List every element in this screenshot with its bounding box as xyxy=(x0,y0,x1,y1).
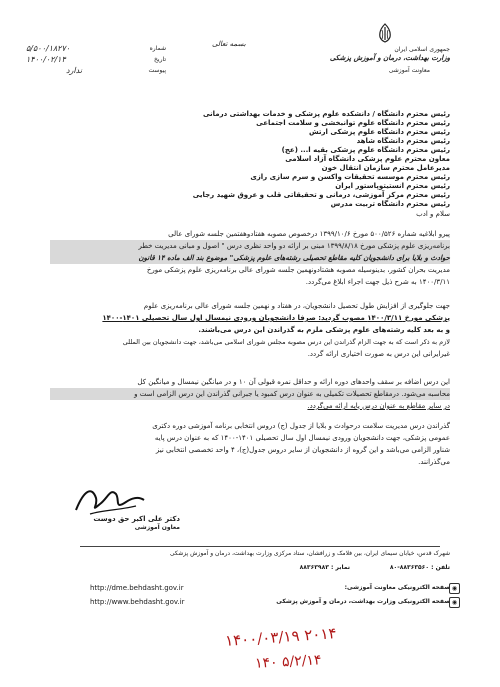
recipient: رئیس محترم مرکز آموزشی، درمانی و تحقیقاتی قلب و عروق شهید رجایی xyxy=(192,191,450,199)
paragraph-line: این درس اضافه بر سقف واحدهای دوره ارائه و حداقل نمره قبولی آن ۱۰ و در میانگین نیمسال و میانگین کل xyxy=(137,378,450,386)
paragraph-line: مدیریت بحران کشور، بدینوسیله مصوبه هشتادونهمین جلسه شورای عالی برنامه‌ریزی علوم پزشکی مورخ xyxy=(146,266,450,274)
recipient: رئیس محترم دانشگاه شاهد xyxy=(356,137,450,145)
reference-block xyxy=(26,44,166,75)
footer-address: شهرک قدس، خیابان سیمای ایران، بین فلامک و زرافشان، ستاد مرکزی وزارت بهداشت، درمان و آموزش پزشکی xyxy=(169,550,450,557)
recipient: رئیس محترم دانشگاه علوم پزشکی ارتش xyxy=(308,128,450,136)
org-line-ministry: وزارت بهداشت، درمان و آموزش پزشکی xyxy=(329,54,450,62)
signature-block xyxy=(60,515,180,532)
paragraph-line: لازم به ذکر است که به جهت الزام گذراندن این درس مصوبه مجلس شورای اسلامی می‌باشد، جهت دانشجویان بین المللی xyxy=(122,338,450,346)
paragraph-line: در سایر مقاطع به عنوان درس پایه ارائه می‌گردد. xyxy=(307,402,450,410)
footer-rule xyxy=(80,546,440,547)
recipient: مدیرعامل محترم سازمان انتقال خون xyxy=(321,164,450,172)
signer-title: معاون آموزشی xyxy=(134,524,180,531)
paragraph-line: می‌گذرانند. xyxy=(418,458,450,466)
paragraph-line: برنامه‌ریزی علوم پزشکی مورخ ۱۳۹۹/۸/۱۸ مبنی بر ارائه دو واحد نظری درس " اصول و مبانی مدیریت خطر xyxy=(50,240,450,252)
recipient: معاون محترم علوم پزشکی دانشگاه آزاد اسلامی xyxy=(285,155,450,163)
paragraph-line: پیرو ابلاغیه شماره ۵۰۰/۵۲۶ مورخ ۱۳۹۹/۱۰/۶ درخصوص مصوبه هفتادوهفتمین جلسه شورای عالی xyxy=(168,230,450,238)
footer-url-deputy-label: صفحه الکترونیکی معاونت آموزشی: xyxy=(344,584,450,591)
paragraph-3 xyxy=(50,376,450,412)
recipient: رئیس محترم دانشگاه علوم توانبخشی و سلامت اجتماعی xyxy=(256,119,450,127)
recipient: رئیس محترم دانشگاه تربیت مدرس xyxy=(330,200,450,208)
paragraph-line: ۱۴۰۰/۳/۱۱ به شرح ذیل جهت اجراء ابلاغ می‌گردد. xyxy=(305,278,450,286)
signer-name: دکتر علی اکبر حق دوست xyxy=(93,515,180,523)
footer-url-ministry[interactable]: http://www.behdasht.gov.ir xyxy=(90,598,185,606)
footer-fax: نمابر : ۸۸۳۶۳۹۸۳ xyxy=(299,564,350,571)
handwritten-note: ۱۴۰ ۵/۲/۱۴ xyxy=(254,652,322,672)
ref-label-date: تاریخ xyxy=(154,55,166,63)
footer-contacts xyxy=(0,564,500,624)
ref-label-number: شماره xyxy=(149,44,166,52)
ref-date: ۱۴۰۰/۰۲/۱۴ xyxy=(26,55,66,64)
web-icon: ◉ xyxy=(449,583,460,594)
paragraph-4 xyxy=(50,420,450,468)
ref-number: ۵/۵۰۰/۱۸۲۷۰ xyxy=(26,44,71,53)
paragraph-1 xyxy=(50,228,450,288)
org-header xyxy=(270,46,450,75)
recipient: رئیس محترم انستیتوپاستور ایران xyxy=(335,182,450,190)
paragraph-line: پزشکی مورخ ۱۴۰۰/۳/۱۱ مصوب گردید: صرفا دانشجویان ورودی نیمسال اول سال تحصیلی ۱۴۰۱-۱۴۰۰ xyxy=(102,314,450,322)
basmala: بسمه تعالی xyxy=(212,40,246,48)
footer-url-deputy[interactable]: http://dme.behdasht.gov.ir xyxy=(90,584,184,592)
org-line-country: جمهوری اسلامی ایران xyxy=(394,46,450,53)
handwritten-note: ۱۴۰۰/۰۳/۱۹ ۲۰۱۴ xyxy=(224,624,338,650)
paragraph-line: حوادث و بلایا برای دانشجویان کلیه مقاطع تحصیلی رشته‌های علوم پزشکی" موضوع بند الف ماده ۱۴ قانون xyxy=(50,252,450,264)
paragraph-line: غیرایرانی این درس به صورت اختیاری ارائه گردد. xyxy=(307,350,450,358)
ref-label-attachment: پیوست xyxy=(148,66,166,74)
footer-phone: تلفن : ۸۸۳۶۳۵۶۰-۸۰ xyxy=(389,564,450,571)
paragraph-line: و به بعد کلیه رشته‌های علوم پزشکی ملزم به گذراندن این درس می‌باشند. xyxy=(198,326,450,334)
paragraph-line: شناور الزامی می‌باشد و این گروه از دانشجویان از سایر دروس جدول(ج)، ۴ واحد تخصصی انتخابی نیز xyxy=(155,446,450,454)
paragraph-line: جهت جلوگیری از افزایش طول تحصیل دانشجویان، در هفتاد و نهمین جلسه شورای عالی برنامه‌ریزی علوم xyxy=(143,302,450,310)
ref-attachment: ندارد xyxy=(66,66,83,75)
paragraph-line: محاسبه می‌شود. درمقاطع تحصیلات تکمیلی به عنوان درس کمبود یا جبرانی گذراندن این درس الزامی است و xyxy=(50,388,450,400)
recipients-list xyxy=(90,110,450,219)
footer-url-ministry-label: صفحه الکترونیکی وزارت بهداشت، درمان و آموزش پزشکی xyxy=(276,598,450,605)
paragraph-line: گذراندن درس مدیریت سلامت درحوادث و بلایا از جدول (ج) دروس انتخابی برنامه آموزشی دوره دکتری xyxy=(152,422,450,430)
paragraph-line: عمومی پزشکی، جهت دانشجویان ورودی نیمسال اول سال تحصیلی ۱۴۰۱-۱۴۰۰ که به عنوان درس پایه xyxy=(154,434,450,442)
recipient: رئیس محترم دانشگاه / دانشکده علوم پزشکی و خدمات بهداشتی درمانی xyxy=(202,110,450,118)
greeting: سلام و ادب xyxy=(416,210,450,218)
paragraph-2 xyxy=(50,300,450,360)
recipient: رئیس محترم موسسه تحقیقات واکسن و سرم سازی رازی xyxy=(250,173,450,181)
org-line-deputy: معاونت آموزشی xyxy=(388,67,430,74)
web-icon: ◉ xyxy=(449,597,460,608)
recipient: رئیس محترم دانشگاه علوم پزشکی بقیه ا... (عج) xyxy=(281,146,450,154)
ministry-emblem-icon xyxy=(374,22,396,44)
